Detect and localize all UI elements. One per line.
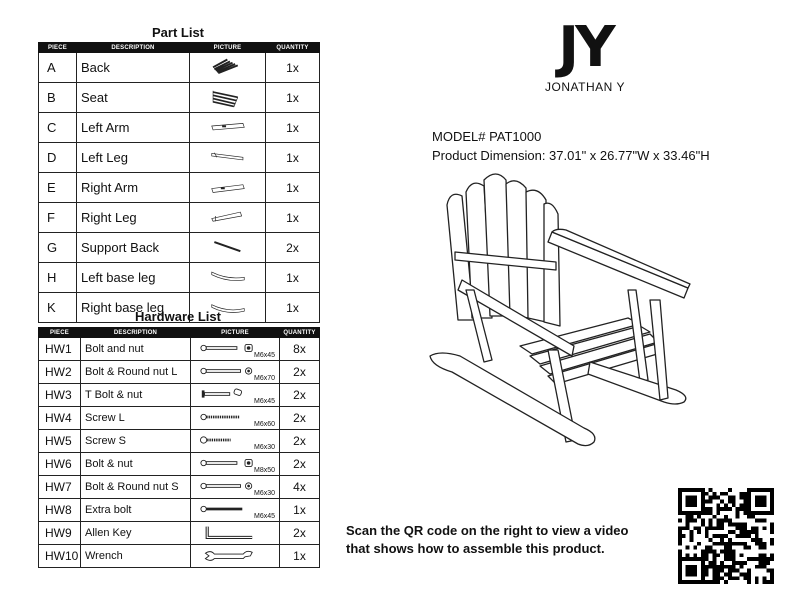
quantity-cell: 2x: [280, 430, 320, 453]
table-row: [39, 233, 320, 263]
size-label: M6x45: [253, 398, 275, 405]
piece-cell: D: [39, 143, 77, 173]
picture-cell: [191, 384, 280, 407]
table-row: [39, 407, 320, 430]
picture-cell: [190, 263, 266, 293]
left-arm-icon: [197, 113, 259, 139]
part-list-title: Part List: [151, 25, 204, 40]
piece-cell: HW8: [39, 499, 81, 522]
product-info: [432, 127, 710, 165]
picture-cell: [190, 53, 266, 83]
piece-cell: HW2: [39, 361, 81, 384]
quantity-cell: 1x: [266, 173, 320, 203]
description-cell: Bolt & Round nut S: [81, 476, 191, 499]
col-header-piece: PIECE: [39, 328, 81, 338]
product-dimension: Product Dimension: 37.01" x 26.77"W x 33.46"H: [432, 148, 710, 163]
size-label: M6x45: [253, 513, 275, 520]
table-row: [39, 453, 320, 476]
col-header-piece: PIECE: [39, 43, 77, 53]
picture-cell: [191, 499, 280, 522]
piece-cell: H: [39, 263, 77, 293]
table-row: [39, 203, 320, 233]
quantity-cell: 1x: [266, 203, 320, 233]
picture-cell: [190, 143, 266, 173]
part-list-table: [38, 42, 320, 323]
col-header-picture: PICTURE: [190, 43, 266, 53]
table-row: [39, 53, 320, 83]
allen-key-icon: [195, 523, 259, 541]
size-label: M8x50: [253, 467, 275, 474]
size-label: M6x45: [253, 352, 275, 359]
description-cell: Screw L: [81, 407, 191, 430]
hardware-list-title: Hardware List: [135, 309, 221, 324]
piece-cell: HW4: [39, 407, 81, 430]
quantity-cell: 1x: [280, 499, 320, 522]
piece-cell: G: [39, 233, 77, 263]
quantity-cell: 1x: [280, 545, 320, 568]
picture-cell: [190, 83, 266, 113]
description-cell: Wrench: [81, 545, 191, 568]
description-cell: Right Leg: [77, 203, 190, 233]
quantity-cell: 1x: [266, 143, 320, 173]
bolt-nut-icon: [195, 454, 259, 472]
description-cell: Back: [77, 53, 190, 83]
table-row: [39, 83, 320, 113]
description-cell: Allen Key: [81, 522, 191, 545]
left-leg-icon: [197, 143, 259, 169]
wrench-icon: [195, 546, 259, 564]
description-cell: Screw S: [81, 430, 191, 453]
picture-cell: [191, 338, 280, 361]
screw-icon: [195, 408, 259, 426]
picture-cell: [190, 173, 266, 203]
piece-cell: HW10: [39, 545, 81, 568]
size-label: M6x60: [253, 421, 275, 428]
table-row: [39, 499, 320, 522]
picture-cell: [191, 430, 280, 453]
quantity-cell: 1x: [266, 263, 320, 293]
piece-cell: E: [39, 173, 77, 203]
table-row: [39, 361, 320, 384]
piece-cell: HW3: [39, 384, 81, 407]
picture-cell: [191, 361, 280, 384]
table-row: [39, 545, 320, 568]
right-arm-icon: [197, 173, 259, 199]
piece-cell: F: [39, 203, 77, 233]
scan-line-1: Scan the QR code on the right to view a video: [346, 523, 629, 538]
col-header-description: DESCRIPTION: [81, 328, 191, 338]
piece-cell: HW6: [39, 453, 81, 476]
size-label: M6x70: [253, 375, 275, 382]
quantity-cell: 8x: [280, 338, 320, 361]
quantity-cell: 1x: [266, 293, 320, 323]
quantity-cell: 2x: [280, 522, 320, 545]
description-cell: Left Leg: [77, 143, 190, 173]
picture-cell: [190, 203, 266, 233]
description-cell: Right base leg: [77, 293, 190, 323]
col-header-picture: PICTURE: [191, 328, 280, 338]
picture-cell: [190, 113, 266, 143]
table-row: [39, 173, 320, 203]
description-cell: Left base leg: [77, 263, 190, 293]
picture-cell: [190, 233, 266, 263]
piece-cell: B: [39, 83, 77, 113]
quantity-cell: 2x: [280, 384, 320, 407]
description-cell: Bolt & nut: [81, 453, 191, 476]
piece-cell: HW1: [39, 338, 81, 361]
table-row: [39, 522, 320, 545]
piece-cell: K: [39, 293, 77, 323]
picture-cell: [191, 545, 280, 568]
right-leg-icon: [197, 203, 259, 229]
picture-cell: [191, 476, 280, 499]
scan-line-2: that shows how to assemble this product.: [346, 541, 605, 556]
picture-cell: [191, 453, 280, 476]
t-bolt-nut-icon: [195, 385, 259, 403]
bolt-nut-icon: [195, 339, 259, 357]
logo-mark: JY: [558, 15, 612, 80]
table-row: [39, 113, 320, 143]
description-cell: Support Back: [77, 233, 190, 263]
description-cell: Right Arm: [77, 173, 190, 203]
table-row: [39, 430, 320, 453]
seat-icon: [197, 83, 259, 109]
hardware-list-table: [38, 327, 320, 568]
quantity-cell: 1x: [266, 83, 320, 113]
brand-logo: [540, 15, 630, 94]
table-row: [39, 263, 320, 293]
piece-cell: A: [39, 53, 77, 83]
quantity-cell: 2x: [280, 361, 320, 384]
screw-short-icon: [195, 431, 259, 449]
table-row: [39, 143, 320, 173]
piece-cell: HW7: [39, 476, 81, 499]
description-cell: Seat: [77, 83, 190, 113]
scan-instructions: [346, 522, 628, 558]
quantity-cell: 2x: [280, 453, 320, 476]
description-cell: T Bolt & nut: [81, 384, 191, 407]
size-label: M6x30: [253, 444, 275, 451]
description-cell: Extra bolt: [81, 499, 191, 522]
model-number: MODEL# PAT1000: [432, 129, 542, 144]
col-header-description: DESCRIPTION: [77, 43, 190, 53]
bolt-round-nut-icon: [195, 362, 259, 380]
bolt-round-nut-icon: [195, 477, 259, 495]
back-panel-icon: [197, 53, 259, 79]
description-cell: Bolt & Round nut L: [81, 361, 191, 384]
table-row: [39, 384, 320, 407]
quantity-cell: 2x: [266, 233, 320, 263]
piece-cell: HW5: [39, 430, 81, 453]
qr-code[interactable]: [678, 488, 774, 584]
quantity-cell: 2x: [280, 407, 320, 430]
description-cell: Bolt and nut: [81, 338, 191, 361]
support-back-icon: [197, 233, 259, 259]
col-header-quantity: QUANTITY: [280, 328, 320, 338]
quantity-cell: 1x: [266, 53, 320, 83]
quantity-cell: 4x: [280, 476, 320, 499]
left-base-leg-icon: [197, 263, 259, 289]
piece-cell: HW9: [39, 522, 81, 545]
picture-cell: [191, 522, 280, 545]
brand-name: JONATHAN Y: [545, 80, 625, 94]
picture-cell: [191, 407, 280, 430]
table-row: [39, 476, 320, 499]
quantity-cell: 1x: [266, 113, 320, 143]
extra-bolt-icon: [195, 500, 259, 518]
description-cell: Left Arm: [77, 113, 190, 143]
piece-cell: C: [39, 113, 77, 143]
size-label: M6x30: [253, 490, 275, 497]
table-row: [39, 338, 320, 361]
col-header-quantity: QUANTITY: [266, 43, 320, 53]
